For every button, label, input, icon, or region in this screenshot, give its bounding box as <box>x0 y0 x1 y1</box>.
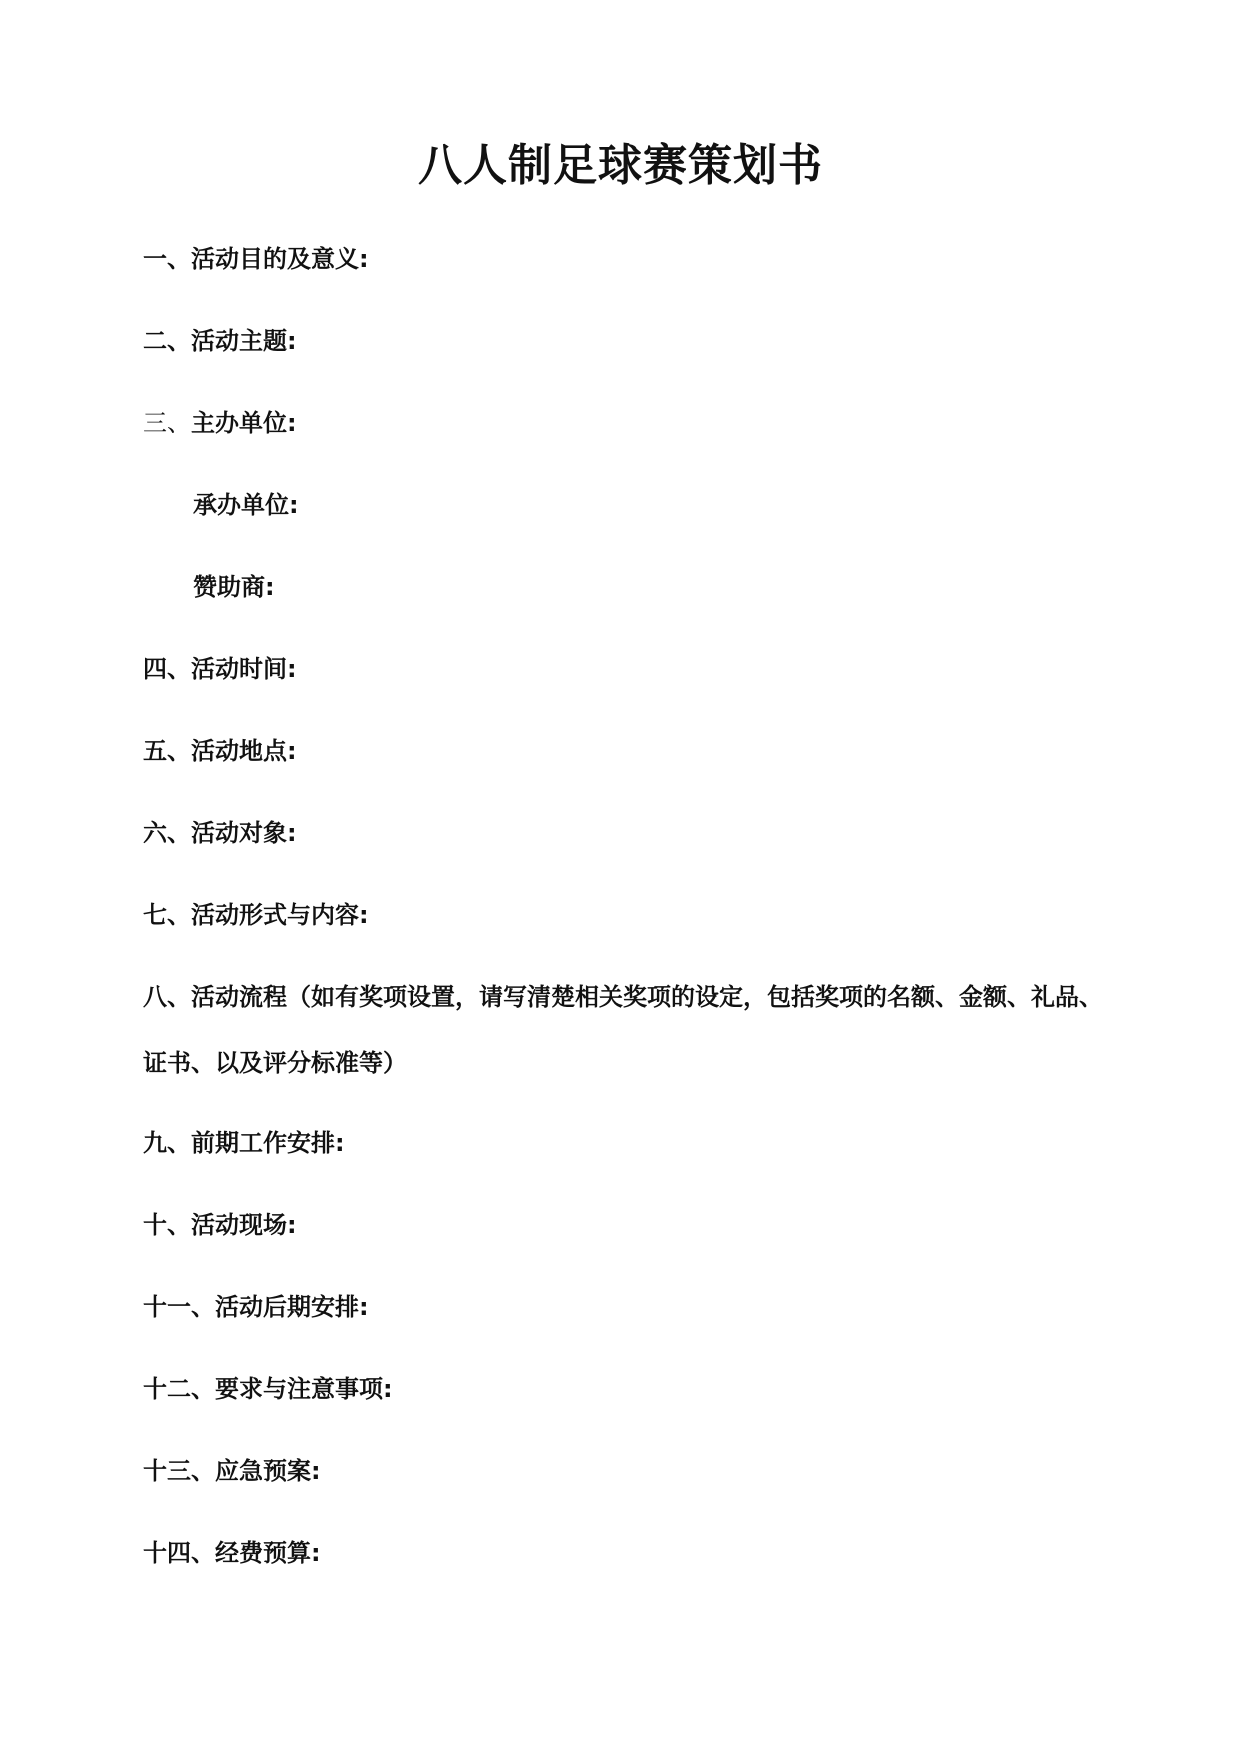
section-heading-contingency <box>143 1454 1103 1488</box>
section-number: 七、 <box>143 901 191 929</box>
section-title: 要求与注意事项: <box>215 1375 393 1403</box>
section-heading-preparation <box>143 1126 1103 1160</box>
section-number: 十、 <box>143 1211 191 1239</box>
section-title: 应急预案: <box>215 1457 321 1485</box>
section-number: 十二、 <box>143 1375 215 1403</box>
section-heading-onsite <box>143 1208 1103 1242</box>
section-heading-co-organizer <box>143 488 1103 522</box>
section-title: 活动现场: <box>191 1211 297 1239</box>
section-title: 活动流程（如有奖项设置，请写清楚相关奖项的设定，包括奖项的名额、金额、礼品、证书、以及评分标准等） <box>143 983 1103 1077</box>
section-heading-process <box>143 964 1103 1096</box>
section-heading-requirements <box>143 1372 1103 1406</box>
section-heading-location <box>143 734 1103 768</box>
section-number: 九、 <box>143 1129 191 1157</box>
section-number: 十四、 <box>143 1539 215 1567</box>
section-heading-organizer <box>143 406 1103 440</box>
section-heading-purpose <box>143 242 1103 276</box>
section-number: 十三、 <box>143 1457 215 1485</box>
section-title: 活动对象: <box>191 819 297 847</box>
section-number: 十一、 <box>143 1293 215 1321</box>
section-heading-theme <box>143 324 1103 358</box>
section-title: 活动目的及意义: <box>191 245 369 273</box>
section-heading-audience <box>143 816 1103 850</box>
section-heading-budget <box>143 1536 1103 1570</box>
section-title: 活动形式与内容: <box>191 901 369 929</box>
section-number: 八、 <box>143 983 191 1011</box>
document-title: 八人制足球赛策划书 <box>418 140 823 191</box>
section-title: 前期工作安排: <box>191 1129 345 1157</box>
section-list <box>143 242 1103 1618</box>
section-title: 赞助商: <box>193 573 275 601</box>
section-number: 二、 <box>143 327 191 355</box>
section-title: 活动主题: <box>191 327 297 355</box>
section-heading-sponsor <box>143 570 1103 604</box>
section-number: 六、 <box>143 819 191 847</box>
section-heading-format <box>143 898 1103 932</box>
section-title: 活动后期安排: <box>215 1293 369 1321</box>
section-number: 三、 <box>143 409 191 437</box>
section-number: 五、 <box>143 737 191 765</box>
section-title: 主办单位: <box>191 409 297 437</box>
section-title: 活动地点: <box>191 737 297 765</box>
section-heading-follow-up <box>143 1290 1103 1324</box>
section-title: 活动时间: <box>191 655 297 683</box>
section-number: 一、 <box>143 245 191 273</box>
section-title: 承办单位: <box>193 491 299 519</box>
section-heading-time <box>143 652 1103 686</box>
section-number: 四、 <box>143 655 191 683</box>
section-title: 经费预算: <box>215 1539 321 1567</box>
